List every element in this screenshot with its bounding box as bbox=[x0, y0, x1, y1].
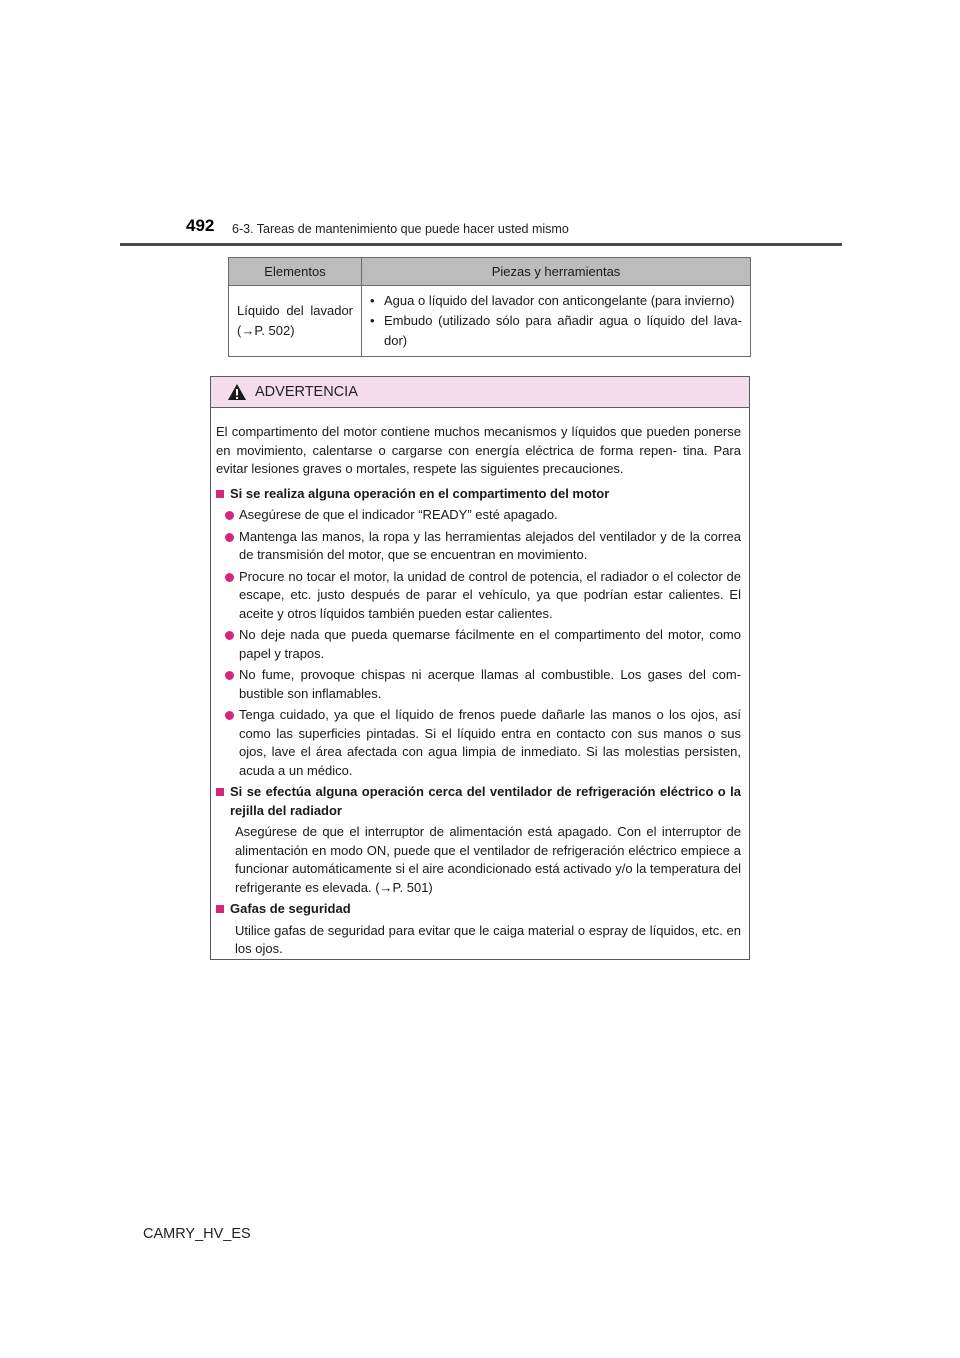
dot-bullet-icon bbox=[225, 511, 234, 520]
bullet-text: Asegúrese de que el indicador “READY” esté apagado. bbox=[239, 507, 558, 522]
parts-item: Agua o líquido del lavador con anticongelante (para invierno) bbox=[384, 293, 735, 308]
bullet-text: No fume, provoque chispas ni acerque llamas al combustible. Los gases del com- bustible son inflamables. bbox=[239, 667, 741, 701]
warning-body bbox=[211, 408, 749, 959]
warning-section bbox=[216, 783, 741, 897]
header-rule bbox=[120, 243, 842, 246]
table-row bbox=[229, 286, 751, 357]
section-heading bbox=[216, 485, 741, 504]
section-title-text: Si se realiza alguna operación en el compartimento del motor bbox=[230, 485, 610, 501]
square-bullet-icon bbox=[216, 788, 224, 796]
section-title: 6-3. Tareas de mantenimiento que puede hacer usted mismo bbox=[232, 222, 569, 236]
section-title-text: Si se efectúa alguna operación cerca del ventilador de refrigeración eléctrico o la rejilla del radiador bbox=[230, 784, 741, 818]
bullet-marker: • bbox=[370, 313, 375, 328]
square-bullet-icon bbox=[216, 490, 224, 498]
table-cell-parts bbox=[362, 286, 751, 357]
table-header-items: Elementos bbox=[229, 258, 362, 286]
dot-bullet-icon bbox=[225, 573, 234, 582]
dot-bullet-icon bbox=[225, 711, 234, 720]
list-item bbox=[225, 666, 741, 703]
list-item bbox=[225, 706, 741, 780]
dot-bullet-icon bbox=[225, 631, 234, 640]
list-item bbox=[370, 311, 742, 351]
warning-box bbox=[210, 376, 750, 960]
section-title-text: Gafas de seguridad bbox=[230, 901, 351, 916]
dot-bullet-icon bbox=[225, 533, 234, 542]
warning-header bbox=[211, 377, 749, 408]
section-text: Asegúrese de que el interruptor de alimentación está apagado. Con el interruptor de alimentación en modo ON, puede que el ventilador de refrigeración eléctrico empiece a funcionar automáticamente si el aire acondicionado está activado y/o la temperatura del refrigerante es elevada. (→P. 501) bbox=[235, 824, 741, 895]
section-heading bbox=[216, 900, 741, 919]
list-item bbox=[370, 291, 742, 311]
list-item bbox=[225, 626, 741, 663]
parts-item: Embudo (utilizado sólo para añadir agua o líquido del lava- dor) bbox=[384, 313, 742, 348]
square-bullet-icon bbox=[216, 905, 224, 913]
dot-bullet-icon bbox=[225, 671, 234, 680]
list-item bbox=[225, 528, 741, 565]
footer-model: CAMRY_HV_ES bbox=[143, 1226, 251, 1242]
bullet-text: Procure no tocar el motor, la unidad de control de potencia, el radiador o el colector de escape, etc. justo después de parar el vehículo, ya que podrían estar calientes. El aceite y otros líquidos también pueden estar calientes. bbox=[239, 568, 741, 621]
warning-triangle-icon bbox=[227, 383, 247, 401]
warning-section bbox=[216, 900, 741, 959]
list-item bbox=[225, 568, 741, 624]
warning-intro: El compartimento del motor contiene muchos mecanismos y líquidos que pueden ponerse en movimiento, calentarse o cargarse con energía eléctrica de forma repen- tina. Para evitar lesiones graves o mortales, respete las siguientes precauciones. bbox=[216, 424, 741, 476]
section-text: Utilice gafas de seguridad para evitar que le caiga material o espray de líquidos, etc. en los ojos. bbox=[235, 922, 741, 956]
bullet-marker: • bbox=[370, 293, 375, 308]
list-item bbox=[225, 506, 741, 525]
bullet-text: Tenga cuidado, ya que el líquido de frenos puede dañarle las manos o los ojos, así como las superficies pintadas. Si el líquido entra en contacto con sus manos o sus ojos, lave el área afectada con agua limpia de inmediato. Si las molestias persisten, acuda a un médico. bbox=[239, 707, 741, 778]
section-heading bbox=[216, 783, 741, 820]
table-header-parts: Piezas y herramientas bbox=[362, 258, 751, 286]
table-cell-item: Líquido del lavador (→P. 502) bbox=[229, 286, 362, 357]
bullet-text: Mantenga las manos, la ropa y las herramientas alejados del ventilador y de la correa de transmisión del motor, que se encuentran en movimiento. bbox=[239, 528, 741, 562]
table-header-row bbox=[229, 258, 751, 286]
parts-table bbox=[228, 257, 751, 357]
warning-section bbox=[216, 485, 741, 781]
bullet-text: No deje nada que pueda quemarse fácilmente en el compartimento del motor, como papel y trapos. bbox=[239, 627, 741, 661]
bullet-list bbox=[225, 506, 741, 780]
warning-title: ADVERTENCIA bbox=[255, 384, 358, 400]
page-number: 492 bbox=[186, 216, 215, 235]
